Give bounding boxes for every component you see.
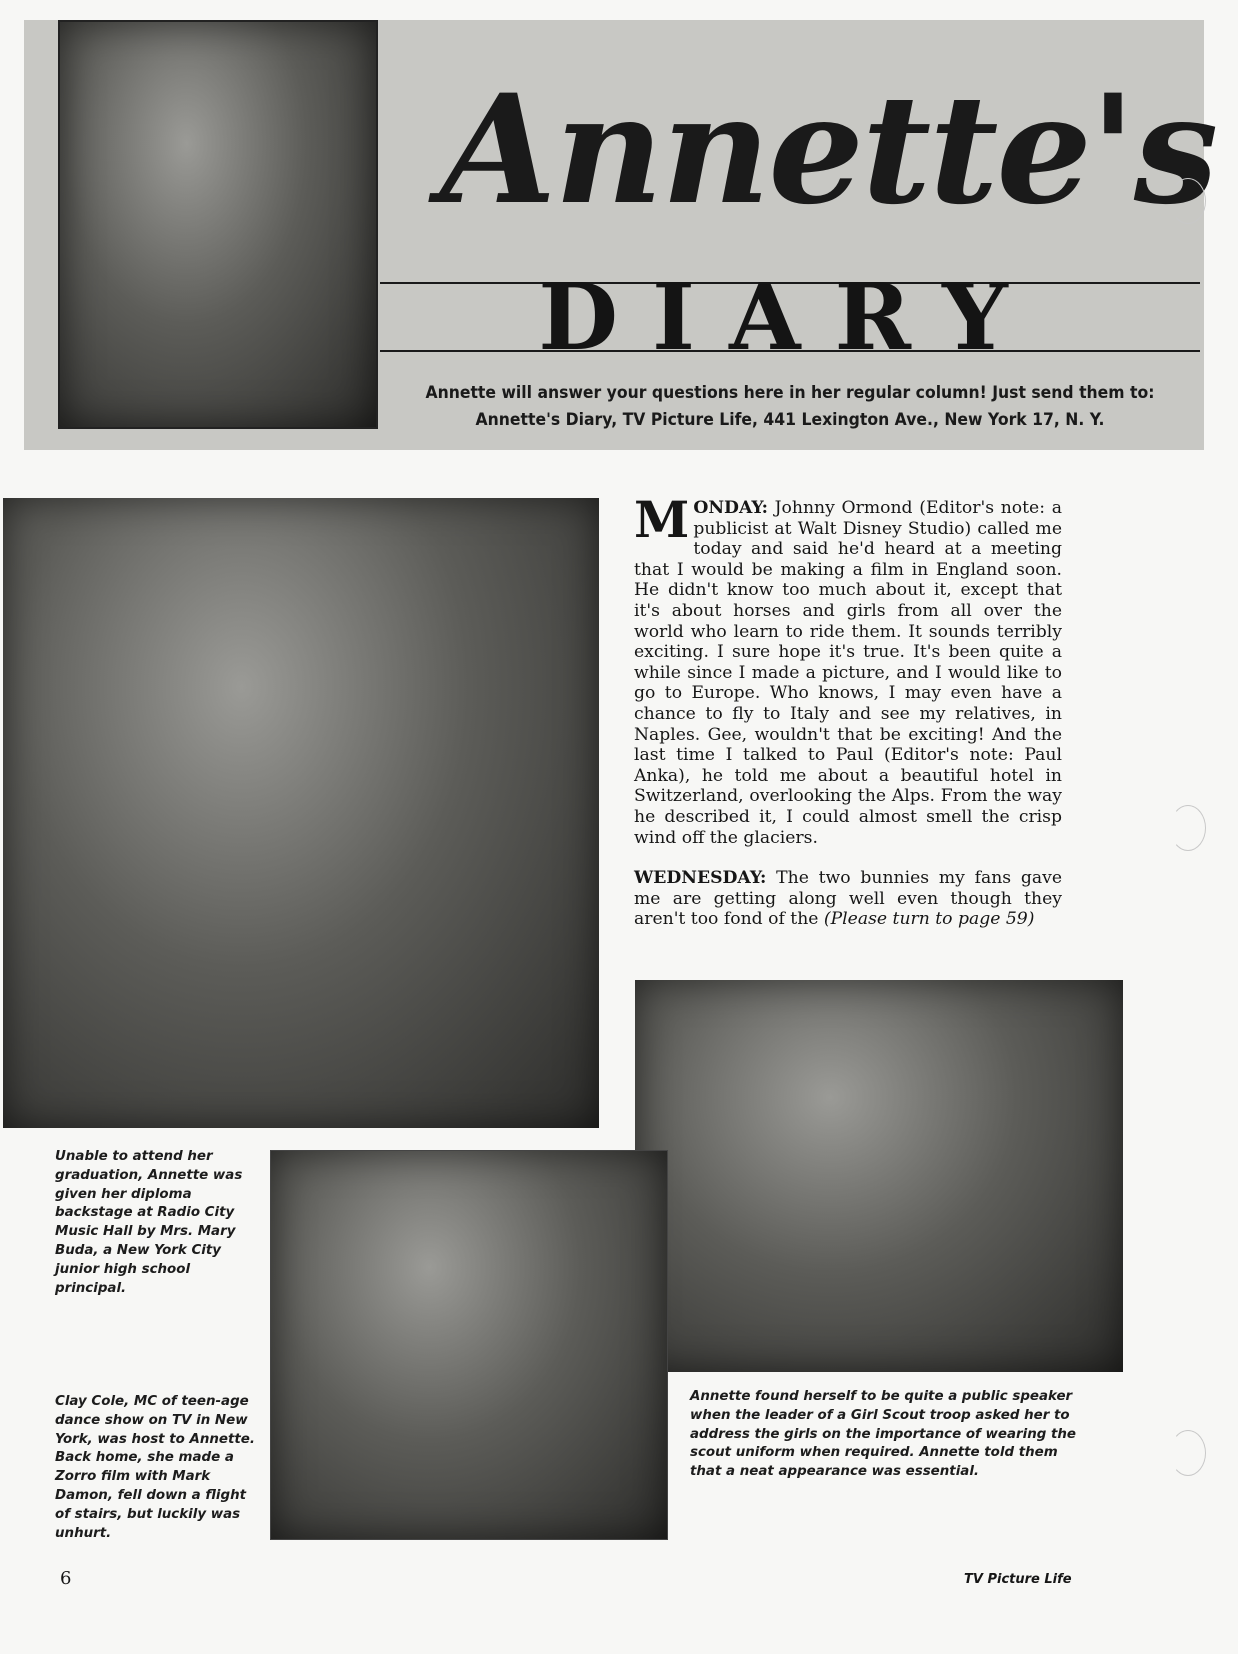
girl-scout-photo xyxy=(635,980,1123,1372)
annette-portrait-photo xyxy=(58,20,378,429)
continued-link[interactable]: (Please turn to page 59) xyxy=(823,909,1035,930)
header-note xyxy=(422,380,1158,444)
girl-scout-caption: Annette found herself to be quite a public speaker when the leader of a Girl Scout troop asked her to address the girls on the importance of wearing the scout uniform when required. Annette told them that a neat appearance was essential. xyxy=(690,1389,1076,1480)
clay-cole-caption: Clay Cole, MC of teen-age dance show on TV in New York, was host to Annette. Back home, she made a Zorro film with Mark Damon, fell down a flight of stairs, but luckily was unhurt. xyxy=(55,1394,255,1541)
clay-cole-photo xyxy=(270,1150,668,1540)
wednesday-label: WEDNESDAY: xyxy=(634,868,767,889)
graduation-photo xyxy=(3,498,599,1128)
title-block: DIARY xyxy=(538,263,1042,371)
binder-hole xyxy=(1170,805,1206,851)
diary-article xyxy=(634,490,1062,950)
magazine-name: TV Picture Life xyxy=(964,1572,1072,1587)
graduation-caption: Unable to attend her graduation, Annette was given her diploma backstage at Radio City Music Hall by Mrs. Mary Buda, a New York City junior high school principal. xyxy=(55,1149,243,1296)
wednesday-text: The two bunnies my fans gave me are getting along well even though they aren't too fond of the xyxy=(634,868,1062,930)
binder-hole xyxy=(1170,1430,1206,1476)
binder-hole xyxy=(1170,178,1206,224)
title-script: Annette's xyxy=(440,62,1217,238)
wednesday-entry xyxy=(634,868,1062,930)
page-number: 6 xyxy=(60,1568,72,1589)
monday-text: Johnny Ormond (Editor's note: a publicist at Walt Disney Studio) called me today and said he'd heard at a meeting that I would be making a film in England soon. He didn't know too much about it, except that it's about horses and girls from all over the world who learn to ride them. It sounds terribly exciting. I sure hope it's true. It's been quite a while since I made a picture, and I would like to go to Europe. Who knows, I may even have a chance to fly to Italy and see my relatives, in Naples. Gee, wouldn't that be exciting! And the last time I talked to Paul (Editor's note: Paul Anka), he told me about a beautiful hotel in Switzerland, overlooking the Alps. From the way he described it, I could almost smell the crisp wind off the glaciers. xyxy=(634,498,1062,848)
drop-cap: M xyxy=(634,490,690,549)
monday-entry xyxy=(634,490,1062,848)
header-note-line-1: Annette will answer your questions here in her regular column! Just send them to: xyxy=(425,383,1155,403)
monday-label: ONDAY: xyxy=(693,498,768,518)
header-note-line-2: Annette's Diary, TV Picture Life, 441 Lexington Ave., New York 17, N. Y. xyxy=(475,410,1105,430)
